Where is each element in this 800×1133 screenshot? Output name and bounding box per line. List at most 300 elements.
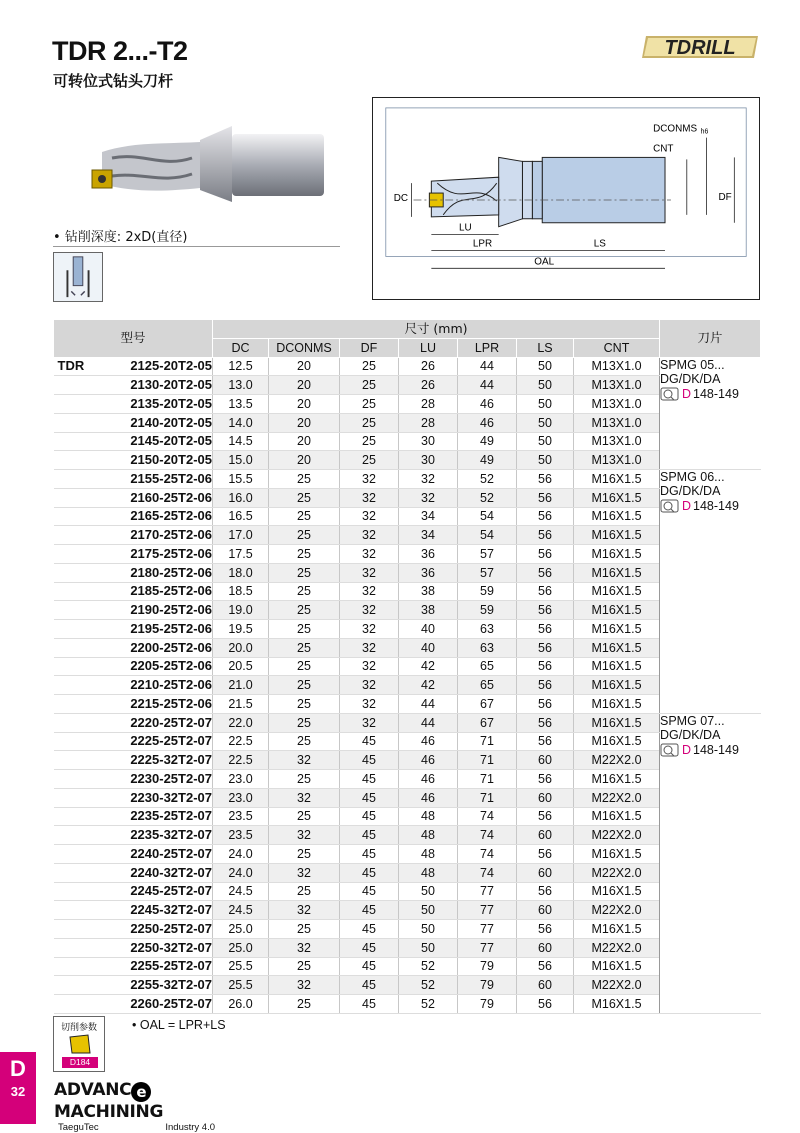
model-code: 2255-25T2-07 <box>130 958 212 974</box>
cell-lu: 46 <box>399 732 458 751</box>
cell-ls: 56 <box>517 507 574 526</box>
dconms-label: DCONMS <box>653 123 698 135</box>
cell-dc: 15.5 <box>213 470 269 489</box>
model-cell <box>54 807 213 826</box>
cell-cnt: M16X1.5 <box>574 882 660 901</box>
model-cell <box>54 451 213 470</box>
model-cell <box>54 638 213 657</box>
cell-df: 45 <box>340 751 399 770</box>
model-cell <box>54 601 213 620</box>
table-row <box>54 957 761 976</box>
model-code: 2125-20T2-05 <box>130 358 212 374</box>
advanced-machining-logo <box>54 1080 219 1133</box>
model-cell <box>54 470 213 489</box>
cell-lpr: 44 <box>458 357 517 376</box>
cell-ls: 56 <box>517 526 574 545</box>
oal-label: OAL <box>534 256 555 268</box>
cutting-data-ref: D184 <box>62 1057 98 1068</box>
cell-lu: 40 <box>399 620 458 639</box>
cell-lu: 36 <box>399 545 458 564</box>
book-icon <box>660 498 680 514</box>
cell-lu: 46 <box>399 751 458 770</box>
cell-lu: 36 <box>399 563 458 582</box>
model-cell <box>54 507 213 526</box>
cell-lpr: 79 <box>458 976 517 995</box>
cell-df: 32 <box>340 695 399 714</box>
cell-dconms: 25 <box>269 957 340 976</box>
model-code: 2175-25T2-06 <box>130 545 212 561</box>
cell-df: 32 <box>340 638 399 657</box>
cell-cnt: M16X1.5 <box>574 770 660 789</box>
cell-ls: 56 <box>517 545 574 564</box>
cell-lpr: 79 <box>458 957 517 976</box>
table-row <box>54 657 761 676</box>
cell-df: 32 <box>340 620 399 639</box>
cell-ls: 50 <box>517 376 574 395</box>
table-row <box>54 357 761 376</box>
cell-ls: 56 <box>517 957 574 976</box>
page-number: 32 <box>10 1084 26 1099</box>
cell-dc: 26.0 <box>213 995 269 1014</box>
ref-letter: D <box>682 742 692 757</box>
model-code: 2200-25T2-06 <box>130 639 212 655</box>
cell-df: 32 <box>340 507 399 526</box>
model-code: 2245-32T2-07 <box>130 902 212 918</box>
table-row <box>54 582 761 601</box>
cell-lpr: 59 <box>458 582 517 601</box>
cell-lpr: 74 <box>458 826 517 845</box>
cell-lu: 28 <box>399 395 458 414</box>
cutting-data-icon[interactable] <box>53 1016 105 1072</box>
model-cell <box>54 788 213 807</box>
cell-ls: 50 <box>517 357 574 376</box>
cell-lu: 32 <box>399 488 458 507</box>
cell-lpr: 65 <box>458 676 517 695</box>
table-row <box>54 545 761 564</box>
cell-dconms: 20 <box>269 357 340 376</box>
cell-lpr: 67 <box>458 713 517 732</box>
cell-df: 45 <box>340 976 399 995</box>
cell-df: 45 <box>340 732 399 751</box>
cell-cnt: M16X1.5 <box>574 732 660 751</box>
cell-lu: 40 <box>399 638 458 657</box>
cell-df: 25 <box>340 413 399 432</box>
model-cell <box>54 826 213 845</box>
cell-lpr: 74 <box>458 807 517 826</box>
cell-dconms: 25 <box>269 526 340 545</box>
insert-group <box>660 713 761 1013</box>
cell-lpr: 57 <box>458 563 517 582</box>
cell-ls: 50 <box>517 413 574 432</box>
cell-lpr: 77 <box>458 882 517 901</box>
cell-ls: 56 <box>517 676 574 695</box>
cell-ls: 60 <box>517 751 574 770</box>
model-code: 2155-25T2-06 <box>130 470 212 486</box>
cell-dconms: 20 <box>269 413 340 432</box>
cell-dc: 25.0 <box>213 938 269 957</box>
cell-df: 45 <box>340 770 399 789</box>
cell-lu: 48 <box>399 807 458 826</box>
table-row <box>54 732 761 751</box>
cell-ls: 50 <box>517 395 574 414</box>
table-row <box>54 432 761 451</box>
cell-dc: 19.5 <box>213 620 269 639</box>
cell-cnt: M13X1.0 <box>574 432 660 451</box>
model-cell <box>54 676 213 695</box>
cell-cnt: M13X1.0 <box>574 357 660 376</box>
model-cell <box>54 432 213 451</box>
cell-dconms: 32 <box>269 863 340 882</box>
table-row <box>54 451 761 470</box>
model-code: 2170-25T2-06 <box>130 527 212 543</box>
cell-dc: 22.5 <box>213 751 269 770</box>
model-cell <box>54 770 213 789</box>
drill-photo <box>82 112 332 222</box>
cell-lu: 46 <box>399 788 458 807</box>
cell-ls: 56 <box>517 657 574 676</box>
cell-lpr: 71 <box>458 788 517 807</box>
cell-cnt: M22X2.0 <box>574 901 660 920</box>
cell-cnt: M22X2.0 <box>574 751 660 770</box>
table-row <box>54 976 761 995</box>
model-cell <box>54 751 213 770</box>
cell-df: 32 <box>340 563 399 582</box>
cell-dc: 16.0 <box>213 488 269 507</box>
cell-lpr: 52 <box>458 470 517 489</box>
model-code: 2240-25T2-07 <box>130 845 212 861</box>
model-code: 2235-25T2-07 <box>130 808 212 824</box>
cell-df: 32 <box>340 676 399 695</box>
model-code: 2210-25T2-06 <box>130 677 212 693</box>
cell-cnt: M16X1.5 <box>574 695 660 714</box>
model-cell <box>54 563 213 582</box>
model-code: 2260-25T2-07 <box>130 995 212 1011</box>
cell-dc: 24.5 <box>213 901 269 920</box>
model-code: 2135-20T2-05 <box>130 395 212 411</box>
cell-lu: 34 <box>399 526 458 545</box>
insert-type: SPMG 07... <box>660 713 725 728</box>
cell-lu: 38 <box>399 601 458 620</box>
cell-lu: 42 <box>399 676 458 695</box>
cell-lpr: 49 <box>458 432 517 451</box>
table-row <box>54 770 761 789</box>
model-cell <box>54 732 213 751</box>
cell-df: 45 <box>340 995 399 1014</box>
cell-lu: 52 <box>399 957 458 976</box>
cell-lu: 42 <box>399 657 458 676</box>
cell-dc: 18.0 <box>213 563 269 582</box>
cell-cnt: M16X1.5 <box>574 620 660 639</box>
model-cell <box>54 526 213 545</box>
model-code: 2255-32T2-07 <box>130 977 212 993</box>
cell-lpr: 77 <box>458 920 517 939</box>
cell-cnt: M16X1.5 <box>574 657 660 676</box>
cell-df: 32 <box>340 582 399 601</box>
cell-lpr: 57 <box>458 545 517 564</box>
header-insert: 刀片 <box>660 320 761 358</box>
divider <box>53 246 340 247</box>
table-row <box>54 488 761 507</box>
cell-dconms: 25 <box>269 770 340 789</box>
cell-dc: 22.5 <box>213 732 269 751</box>
ref-pages: 148-149 <box>693 742 739 757</box>
cell-df: 25 <box>340 357 399 376</box>
cell-lu: 46 <box>399 770 458 789</box>
table-row <box>54 807 761 826</box>
cell-dconms: 25 <box>269 638 340 657</box>
model-cell <box>54 357 213 376</box>
table-row <box>54 938 761 957</box>
table-row <box>54 563 761 582</box>
cell-dconms: 20 <box>269 432 340 451</box>
column-header-lpr: LPR <box>458 338 517 357</box>
cell-cnt: M16X1.5 <box>574 470 660 489</box>
cell-lpr: 79 <box>458 995 517 1014</box>
cell-ls: 56 <box>517 995 574 1014</box>
model-code: 2140-20T2-05 <box>130 414 212 430</box>
logo-taegutec: TaeguTec <box>58 1122 99 1133</box>
cell-df: 25 <box>340 432 399 451</box>
cell-lu: 34 <box>399 507 458 526</box>
table-row <box>54 920 761 939</box>
table-row <box>54 376 761 395</box>
insert-page-link[interactable] <box>660 498 761 514</box>
table-row <box>54 413 761 432</box>
table-row <box>54 526 761 545</box>
cell-lu: 44 <box>399 713 458 732</box>
cell-lu: 30 <box>399 432 458 451</box>
cell-dc: 21.0 <box>213 676 269 695</box>
table-row <box>54 713 761 732</box>
cell-lu: 52 <box>399 995 458 1014</box>
cell-dconms: 32 <box>269 901 340 920</box>
section-letter: D <box>10 1056 26 1081</box>
cell-lu: 44 <box>399 695 458 714</box>
table-row <box>54 826 761 845</box>
insert-icon <box>68 1033 92 1055</box>
cell-cnt: M16X1.5 <box>574 563 660 582</box>
cell-ls: 56 <box>517 470 574 489</box>
table-row <box>54 901 761 920</box>
page-subtitle: 可转位式钻头刀杆 <box>53 72 174 90</box>
cell-dc: 23.0 <box>213 770 269 789</box>
model-code: 2145-20T2-05 <box>130 433 212 449</box>
ls-label: LS <box>593 238 606 250</box>
cell-lpr: 77 <box>458 901 517 920</box>
cell-lu: 26 <box>399 357 458 376</box>
insert-page-link[interactable] <box>660 386 761 402</box>
cell-lu: 52 <box>399 976 458 995</box>
cell-cnt: M16X1.5 <box>574 845 660 864</box>
table-row <box>54 695 761 714</box>
cell-dc: 14.5 <box>213 432 269 451</box>
model-cell <box>54 695 213 714</box>
cell-ls: 60 <box>517 938 574 957</box>
cell-lpr: 49 <box>458 451 517 470</box>
cell-ls: 50 <box>517 432 574 451</box>
drilling-depth-note: • 钻削深度: 2xD(直径) <box>53 230 188 245</box>
cell-dconms: 25 <box>269 545 340 564</box>
cell-dconms: 25 <box>269 920 340 939</box>
ref-letter: D <box>682 386 692 401</box>
cell-dconms: 20 <box>269 376 340 395</box>
cell-lpr: 71 <box>458 770 517 789</box>
model-cell <box>54 488 213 507</box>
cell-lpr: 59 <box>458 601 517 620</box>
cell-ls: 56 <box>517 732 574 751</box>
model-cell <box>54 863 213 882</box>
model-cell <box>54 882 213 901</box>
drill-depth-icon <box>53 252 103 302</box>
cell-dc: 25.5 <box>213 957 269 976</box>
cell-lpr: 44 <box>458 376 517 395</box>
cell-cnt: M16X1.5 <box>574 957 660 976</box>
cell-lpr: 77 <box>458 938 517 957</box>
cnt-label: CNT <box>653 143 674 155</box>
table-row <box>54 882 761 901</box>
logo-text-left: ADVANC <box>54 1080 132 1100</box>
model-cell <box>54 713 213 732</box>
model-cell <box>54 620 213 639</box>
cell-df: 45 <box>340 807 399 826</box>
cell-dconms: 25 <box>269 676 340 695</box>
model-code: 2185-25T2-06 <box>130 583 212 599</box>
cell-lpr: 54 <box>458 507 517 526</box>
model-cell <box>54 938 213 957</box>
dconms-tolerance: h6 <box>700 128 709 136</box>
cell-lpr: 54 <box>458 526 517 545</box>
column-header-dconms: DCONMS <box>269 338 340 357</box>
cell-dc: 12.5 <box>213 357 269 376</box>
cell-cnt: M16X1.5 <box>574 582 660 601</box>
cell-df: 32 <box>340 601 399 620</box>
cell-cnt: M16X1.5 <box>574 601 660 620</box>
column-header-ls: LS <box>517 338 574 357</box>
table-row <box>54 863 761 882</box>
cell-dconms: 25 <box>269 601 340 620</box>
cell-ls: 60 <box>517 863 574 882</box>
table-row <box>54 676 761 695</box>
model-code: 2235-32T2-07 <box>130 827 212 843</box>
cell-cnt: M22X2.0 <box>574 788 660 807</box>
cell-ls: 56 <box>517 770 574 789</box>
book-icon <box>660 386 680 402</box>
cell-cnt: M22X2.0 <box>574 976 660 995</box>
cell-lpr: 63 <box>458 638 517 657</box>
cell-df: 32 <box>340 657 399 676</box>
table-row <box>54 507 761 526</box>
cell-cnt: M16X1.5 <box>574 545 660 564</box>
cell-dc: 24.0 <box>213 845 269 864</box>
cell-ls: 56 <box>517 845 574 864</box>
cell-dc: 24.5 <box>213 882 269 901</box>
cell-df: 45 <box>340 788 399 807</box>
cell-dc: 22.0 <box>213 713 269 732</box>
lu-label: LU <box>459 222 472 234</box>
cell-lpr: 67 <box>458 695 517 714</box>
cell-lu: 48 <box>399 845 458 864</box>
cell-cnt: M16X1.5 <box>574 507 660 526</box>
cell-ls: 56 <box>517 807 574 826</box>
model-prefix: TDR <box>57 358 85 374</box>
spec-table <box>53 319 761 1014</box>
insert-type: SPMG 05... <box>660 357 725 372</box>
cell-dconms: 32 <box>269 788 340 807</box>
cell-lu: 50 <box>399 938 458 957</box>
model-cell <box>54 957 213 976</box>
model-cell <box>54 376 213 395</box>
cell-cnt: M16X1.5 <box>574 920 660 939</box>
cell-ls: 56 <box>517 582 574 601</box>
cell-lu: 38 <box>399 582 458 601</box>
cell-df: 45 <box>340 863 399 882</box>
cell-cnt: M13X1.0 <box>574 413 660 432</box>
model-cell <box>54 995 213 1014</box>
model-code: 2225-25T2-07 <box>130 733 212 749</box>
cell-dconms: 20 <box>269 451 340 470</box>
insert-page-link[interactable] <box>660 742 761 758</box>
cell-cnt: M13X1.0 <box>574 395 660 414</box>
ref-pages: 148-149 <box>693 499 739 513</box>
insert-grades: DG/DK/DA <box>660 371 721 386</box>
cell-dconms: 25 <box>269 470 340 489</box>
cell-lpr: 74 <box>458 863 517 882</box>
cell-df: 32 <box>340 488 399 507</box>
cell-lpr: 46 <box>458 413 517 432</box>
logo-e-mark: e <box>131 1082 151 1102</box>
cell-df: 45 <box>340 901 399 920</box>
table-row <box>54 395 761 414</box>
model-cell <box>54 901 213 920</box>
ref-pages: 148-149 <box>693 386 739 401</box>
cell-ls: 56 <box>517 713 574 732</box>
cell-df: 45 <box>340 845 399 864</box>
model-cell <box>54 657 213 676</box>
cell-ls: 56 <box>517 695 574 714</box>
model-code: 2230-25T2-07 <box>130 770 212 786</box>
cell-dc: 17.5 <box>213 545 269 564</box>
cell-dconms: 25 <box>269 488 340 507</box>
cell-cnt: M16X1.5 <box>574 807 660 826</box>
logo-text-right: MACHINING <box>54 1102 164 1122</box>
model-code: 2205-25T2-06 <box>130 658 212 674</box>
cell-dconms: 25 <box>269 807 340 826</box>
model-code: 2130-20T2-05 <box>130 377 212 393</box>
cell-cnt: M16X1.5 <box>574 526 660 545</box>
cell-df: 45 <box>340 826 399 845</box>
cell-lpr: 71 <box>458 732 517 751</box>
cell-dc: 24.0 <box>213 863 269 882</box>
cell-df: 32 <box>340 470 399 489</box>
cell-lpr: 46 <box>458 395 517 414</box>
cell-cnt: M22X2.0 <box>574 863 660 882</box>
table-row <box>54 845 761 864</box>
model-code: 2250-25T2-07 <box>130 920 212 936</box>
model-code: 2150-20T2-05 <box>130 452 212 468</box>
cell-dconms: 20 <box>269 395 340 414</box>
model-cell <box>54 413 213 432</box>
model-code: 2230-32T2-07 <box>130 789 212 805</box>
cell-dconms: 25 <box>269 582 340 601</box>
model-code: 2190-25T2-06 <box>130 602 212 618</box>
ref-letter: D <box>682 499 692 513</box>
cell-ls: 60 <box>517 976 574 995</box>
cell-dconms: 25 <box>269 620 340 639</box>
cell-dc: 13.5 <box>213 395 269 414</box>
model-code: 2225-32T2-07 <box>130 752 212 768</box>
column-header-df: DF <box>340 338 399 357</box>
cell-lpr: 65 <box>458 657 517 676</box>
